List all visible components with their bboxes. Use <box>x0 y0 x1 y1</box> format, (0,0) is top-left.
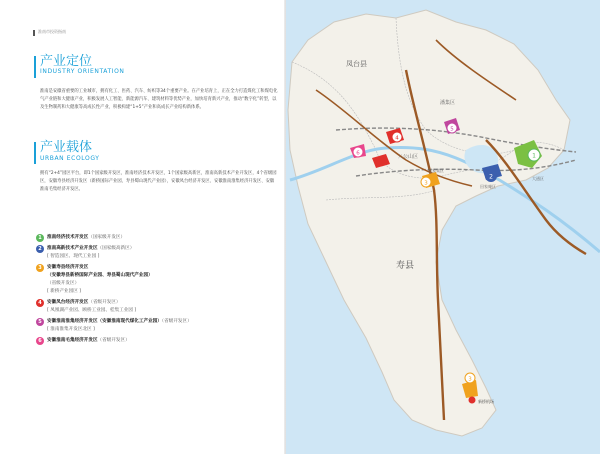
header-mark <box>33 30 35 36</box>
legend-level: （国家级开发区） <box>88 235 126 240</box>
running-title: 淮南市投资指南 <box>38 29 66 34</box>
marker-6-number: 6 <box>356 150 360 157</box>
ecology-title: 产业载体 <box>40 140 93 155</box>
legend-sub: [ 淮南淮集开发区北区 ] <box>47 327 95 332</box>
legend-item <box>36 264 286 296</box>
legend-name-cont: （安徽寿县新桥国际产业园、寿县蜀山现代产业园） <box>47 273 153 278</box>
positioning-subtitle: INDUSTRY ORIENTATION <box>40 68 125 75</box>
section-bar-ecology <box>34 142 36 164</box>
label-airport: 新桥机场 <box>478 399 494 404</box>
marker-3-south-number: 3 <box>468 376 472 383</box>
ecology-subtitle: URBAN ECOLOGY <box>40 155 100 162</box>
marker-2 <box>485 170 497 182</box>
legend-item <box>36 318 286 334</box>
legend-item <box>36 299 286 315</box>
legend-number: 5 <box>36 318 44 326</box>
legend-name: 安徽淮南淮集经济开发区（安徽淮南现代煤化工产业园） <box>47 319 162 324</box>
marker-2-number: 2 <box>489 173 493 181</box>
legend-sub: [ 智造园区、现代工业园 ] <box>47 254 100 259</box>
marker-1 <box>528 149 540 161</box>
marker-5-number: 5 <box>450 126 454 133</box>
legend-item <box>36 245 286 261</box>
marker-5 <box>447 123 457 133</box>
legend-name: 淮南经济技术开发区 <box>47 235 89 240</box>
legend-number: 6 <box>36 337 44 345</box>
label-xiejiaji: 谢家集区 <box>428 168 444 173</box>
legend-level: （省级开发区） <box>161 319 192 324</box>
map-page <box>286 0 600 454</box>
legend-level: （国家级高新区） <box>97 246 135 251</box>
legend-number: 2 <box>36 245 44 253</box>
label-fengtai: 凤台县 <box>346 60 367 68</box>
section-bar-positioning <box>34 56 36 78</box>
legend-number: 3 <box>36 264 44 272</box>
legend-sub: [ 凤凰湖产业园、顾桥工业园、桂集工业园 ] <box>47 308 137 313</box>
positioning-text: 淮南是安徽省重要的工业城市，拥有化工、医药、汽车、纺织等34个重要产业。在产业培育上，正在全力打造煤化工和煤电化气产业链和大健康产业，积极发展人工智能、新能源汽车、建筑材料等优势产业，加快培育新兴产业，推动“数字化”转型，以及生物制药和大健康等高成长性产业，积极构建“1+5”产业和高成长产业结构新体系。 <box>40 89 278 110</box>
legend-number: 4 <box>36 299 44 307</box>
marker-4 <box>392 132 402 142</box>
park-legend <box>36 234 286 348</box>
text-page <box>0 0 286 454</box>
legend-name: 安徽凤台经济开发区 <box>47 300 89 305</box>
marker-3-south <box>465 373 475 383</box>
legend-name: 淮南高新技术产业开发区 <box>47 246 98 251</box>
positioning-title: 产业定位 <box>40 54 93 69</box>
marker-3 <box>421 177 431 187</box>
legend-level: （省级开发区） <box>47 281 80 286</box>
ecology-text: 拥有“2+4”园区平台，即1个国家级开发区，淮南经济技术开发区，1个国家级高新区，淮南高新技术产业开发区，4个省级园区，安徽寿县经济开发区（新桥国际产业园、寿县蜀山现代产业园），安徽凤台经济开发区、安徽淮南淮集经济开发区、安徽淮南毛集经济开发区。 <box>40 171 277 192</box>
label-shouxian: 寿县 <box>396 261 415 271</box>
land-area <box>288 10 570 436</box>
legend-sub: [ 新桥产业园区 ] <box>47 289 82 294</box>
legend-item <box>36 337 286 345</box>
legend-item <box>36 234 286 242</box>
legend-name: 安徽寿县经济开发区 <box>47 265 89 270</box>
legend-level: （省级开发区） <box>88 300 121 305</box>
marker-4-number: 4 <box>395 135 399 142</box>
marker-1-number: 1 <box>532 152 536 160</box>
legend-number: 1 <box>36 234 44 242</box>
label-panji: 潘集区 <box>440 100 456 106</box>
label-tianjia: 田家庵区 <box>480 184 496 189</box>
label-datong: 大通区 <box>532 176 544 181</box>
city-map <box>286 0 600 454</box>
marker-6 <box>353 147 363 157</box>
legend-level: （省级开发区） <box>97 338 130 343</box>
marker-3-number: 3 <box>424 180 428 187</box>
airport-icon <box>469 397 476 404</box>
label-bagongshan: 八公山区 <box>398 154 419 160</box>
legend-name: 安徽淮南毛集经济开发区 <box>47 338 98 343</box>
